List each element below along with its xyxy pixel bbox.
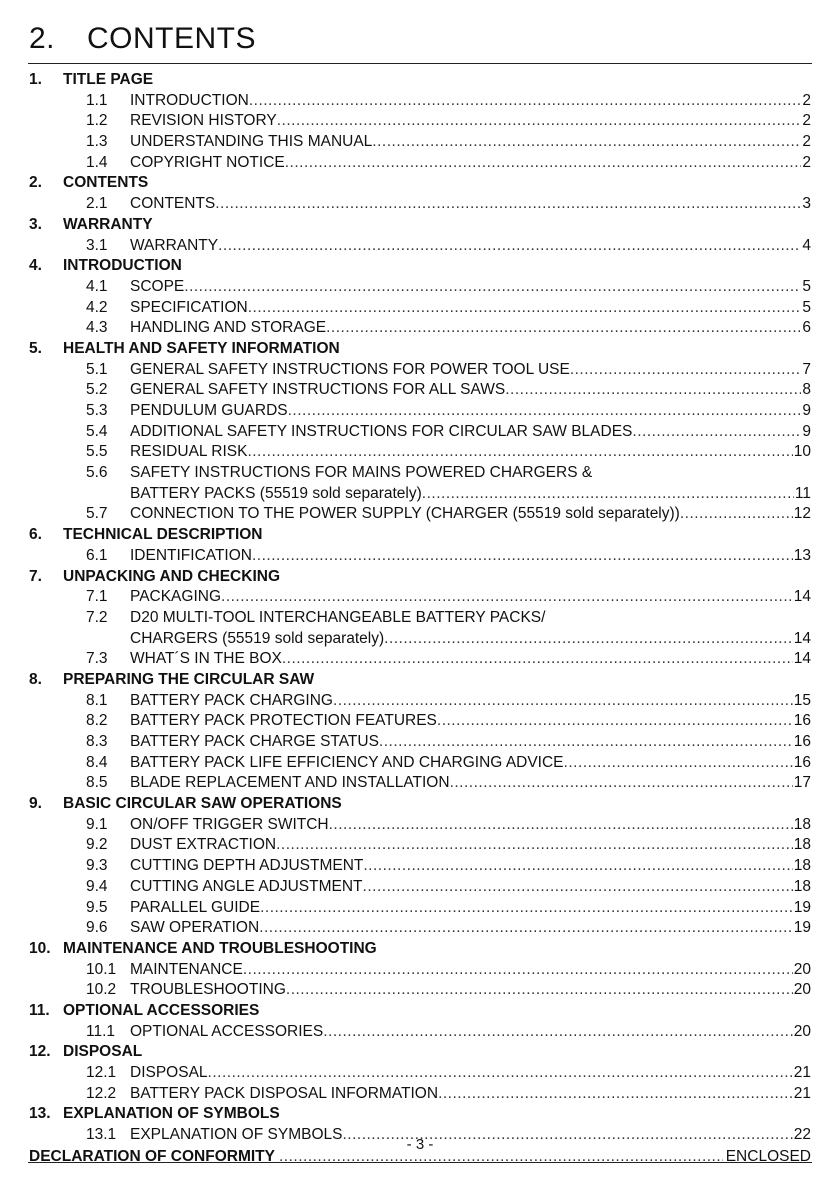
entry-row [130,691,811,712]
declaration-page: ENCLOSED [725,1147,811,1165]
entry-title: BATTERY PACKS (55519 sold separately) [130,484,422,502]
entry-page-number: 21 [793,1084,811,1102]
dot-leader [221,587,793,608]
entry-row [130,277,811,298]
entry-page-number: 5 [802,277,811,295]
entry-row [130,463,811,484]
entry-row [130,980,811,1001]
toc-entry[interactable] [0,442,840,463]
toc-section-heading[interactable] [0,173,840,194]
entry-page-number: 16 [793,753,811,771]
entry-number: 1.2 [86,112,108,130]
section-title: EXPLANATION OF SYMBOLS [63,1105,280,1123]
entry-row [130,960,811,981]
entry-page-number: 11 [794,484,811,502]
toc-section-heading[interactable] [0,670,840,691]
entry-title: GENERAL SAFETY INSTRUCTIONS FOR ALL SAWS [130,381,506,399]
dot-leader [545,608,810,629]
section-title: CONTENTS [63,174,149,192]
toc-entry[interactable] [0,649,840,670]
dot-leader [438,1084,793,1105]
entry-number: 1.1 [86,91,108,109]
entry-row [130,753,811,774]
page-title-text: CONTENTS [87,22,256,55]
entry-title: CHARGERS (55519 sold separately) [130,629,385,647]
section-title: TECHNICAL DESCRIPTION [63,526,263,544]
entry-row [130,608,811,629]
entry-title: HANDLING AND STORAGE [130,319,327,337]
entry-row [130,898,811,919]
toc-entry[interactable] [0,277,840,298]
page-title [29,22,256,56]
entry-title: GENERAL SAFETY INSTRUCTIONS FOR POWER TOOL USE [130,360,570,378]
section-title: DISPOSAL [63,1043,143,1061]
dot-leader [570,360,802,381]
entry-row [130,732,811,753]
toc-section-heading[interactable] [0,215,840,236]
entry-number: 9.1 [86,815,108,833]
dot-leader [288,401,802,422]
entry-row [130,91,811,112]
entry-row [130,298,811,319]
dot-leader [379,732,793,753]
entry-page-number: 9 [802,402,811,419]
entry-page-number: 7 [802,360,811,378]
toc-entry[interactable] [0,587,840,608]
toc-entry[interactable] [0,132,840,153]
toc-entry[interactable] [0,194,840,215]
toc-entry[interactable] [0,980,840,1001]
entry-page-number: 12 [793,505,811,523]
entry-number: 9.4 [86,877,108,895]
entry-number: 1.4 [86,153,108,171]
entry-page-number: 10 [793,443,811,461]
entry-number: 4.1 [86,277,108,295]
entry-number: 9.2 [86,836,108,854]
dot-leader [437,711,793,732]
entry-title: DISPOSAL [130,1064,208,1081]
entry-title: BATTERY PACK CHARGING [130,691,333,709]
dot-leader [184,277,801,298]
dot-leader [276,835,793,856]
entry-number: 4.2 [86,298,108,316]
entry-number: 12.1 [86,1064,117,1081]
toc-section-heading[interactable] [0,339,840,360]
toc-entry[interactable] [0,1022,840,1043]
dot-leader [592,463,810,484]
table-of-contents [0,70,840,1168]
entry-number: 10.1 [86,960,117,978]
entry-title: BATTERY PACK CHARGE STATUS [130,733,379,750]
entry-title: BATTERY PACK PROTECTION FEATURES [130,712,437,730]
entry-row [130,132,811,153]
entry-row [130,1022,811,1043]
entry-number: 5.2 [86,381,108,399]
dot-leader [208,1063,793,1084]
entry-number: 8.5 [86,774,108,792]
section-number: 1. [29,71,42,88]
dot-leader [450,773,793,794]
entry-page-number: 15 [793,691,811,709]
dot-leader [252,546,793,567]
dot-leader [363,877,793,898]
entry-row [130,236,811,257]
entry-number: 6.1 [86,546,108,564]
dot-leader [248,298,802,319]
entry-row [130,318,811,339]
page-title-number: 2. [29,22,56,55]
entry-page-number: 21 [793,1064,811,1081]
section-number: 12. [29,1043,51,1061]
entry-title: RESIDUAL RISK [130,443,248,461]
toc-entry[interactable] [0,856,840,877]
dot-leader [505,380,801,401]
dot-leader [326,318,801,339]
entry-title: TROUBLESHOOTING [130,981,286,999]
dot-leader [243,960,793,981]
entry-page-number: 2 [802,112,811,130]
entry-number: 8.1 [86,691,108,709]
toc-entry[interactable] [0,815,840,836]
entry-title: SAFETY INSTRUCTIONS FOR MAINS POWERED CHARGERS & [130,464,593,482]
toc-entry[interactable] [0,298,840,319]
entry-row [130,504,811,525]
entry-title: BATTERY PACK LIFE EFFICIENCY AND CHARGING ADVICE [130,753,564,771]
toc-entry[interactable] [0,380,840,401]
entry-row [130,587,811,608]
entry-page-number: 14 [793,629,811,647]
entry-row [130,380,811,401]
toc-entry[interactable] [0,711,840,732]
toc-entry[interactable] [0,153,840,174]
toc-entry[interactable] [0,753,840,774]
dot-leader [422,484,794,505]
toc-section-heading[interactable] [0,1104,840,1125]
entry-title: MAINTENANCE [130,960,243,978]
entry-row [130,111,811,132]
entry-page-number: 5 [802,298,811,316]
dot-leader [247,442,792,463]
entry-title: CUTTING DEPTH ADJUSTMENT [130,857,364,875]
entry-row [130,442,811,463]
entry-row [130,194,811,215]
section-number: 8. [29,670,42,688]
dot-leader [372,132,801,153]
entry-number: 1.3 [86,133,108,151]
section-number: 11. [29,1001,50,1019]
entry-row [130,711,811,732]
dot-leader [277,111,802,132]
toc-entry[interactable] [0,484,840,505]
toc-entry[interactable] [0,773,840,794]
entry-page-number: 2 [802,91,811,109]
entry-number: 9.5 [86,898,108,916]
entry-page-number: 4 [802,236,811,254]
dot-leader [285,153,802,174]
entry-row [130,1063,811,1084]
toc-entry[interactable] [0,1063,840,1084]
entry-row [130,835,811,856]
entry-number: 7.2 [86,608,108,626]
toc-entry[interactable] [0,877,840,898]
entry-page-number: 18 [793,815,811,833]
entry-page-number: 17 [793,774,811,792]
section-title: MAINTENANCE AND TROUBLESHOOTING [63,939,377,957]
entry-number: 3.1 [86,236,108,254]
entry-page-number: 2 [802,133,811,151]
toc-entry[interactable] [0,898,840,919]
entry-page-number: 16 [793,712,811,730]
entry-title: PARALLEL GUIDE [130,898,261,916]
toc-section-heading[interactable] [0,256,840,277]
dot-leader [282,649,793,670]
toc-entry[interactable] [0,463,840,484]
toc-section-heading[interactable] [0,567,840,588]
entry-title: CUTTING ANGLE ADJUSTMENT [130,877,363,895]
entry-title: D20 MULTI-TOOL INTERCHANGEABLE BATTERY PACKS/ [130,608,546,626]
entry-number: 7.3 [86,650,108,668]
dot-leader [632,422,801,443]
entry-number: 12.2 [86,1084,117,1102]
declaration-title: DECLARATION OF CONFORMITY [29,1147,275,1165]
toc-entry[interactable] [0,629,840,650]
dot-leader [564,753,793,774]
toc-entry[interactable] [0,91,840,112]
entry-title: CONNECTION TO THE POWER SUPPLY (CHARGER (55519 sold separately)) [130,505,680,523]
entry-page-number: 20 [793,960,811,978]
entry-title: WHAT´S IN THE BOX [130,650,282,668]
section-number: 5. [29,339,42,357]
entry-number: 8.3 [86,733,108,750]
dot-leader [333,691,793,712]
entry-row [130,401,811,422]
toc-entry[interactable] [0,318,840,339]
entry-row [130,1084,811,1105]
entry-title: BLADE REPLACEMENT AND INSTALLATION [130,774,450,792]
toc-entry[interactable] [0,401,840,422]
toc-entry[interactable] [0,422,840,443]
entry-page-number: 18 [793,857,811,875]
dot-leader [215,194,801,215]
toc-entry[interactable] [0,960,840,981]
entry-page-number: 13 [793,546,811,564]
title-rule [28,63,812,64]
entry-page-number: 18 [793,877,811,895]
entry-title: REVISION HISTORY [130,112,277,130]
section-number: 3. [29,215,42,233]
entry-page-number [810,608,811,629]
entry-row [130,360,811,381]
entry-row [130,773,811,794]
entry-page-number: 9 [802,422,811,440]
entry-page-number: 3 [802,195,811,213]
section-title: BASIC CIRCULAR SAW OPERATIONS [63,795,342,813]
entry-title: WARRANTY [130,236,219,254]
entry-page-number: 14 [793,650,811,668]
entry-page-number [810,463,811,484]
entry-number: 5.5 [86,443,108,461]
entry-row [130,877,811,898]
entry-page-number: 14 [793,588,811,606]
entry-row [130,856,811,877]
section-title: PREPARING THE CIRCULAR SAW [63,670,315,688]
entry-row [130,422,811,443]
dot-leader [680,504,793,525]
entry-number: 8.2 [86,712,108,730]
entry-row [130,918,811,939]
dot-leader [286,980,793,1001]
footer-rule [28,1162,812,1163]
entry-number: 5.7 [86,505,108,523]
entry-title: SPECIFICATION [130,298,248,316]
dot-leader [329,815,793,836]
entry-title: SCOPE [130,277,185,295]
entry-page-number: 6 [802,319,811,337]
entry-number: 11.1 [86,1022,116,1040]
entry-number: 4.3 [86,319,108,337]
entry-number: 7.1 [86,588,108,606]
entry-title: EXPLANATION OF SYMBOLS [130,1126,343,1144]
entry-title: CONTENTS [130,195,216,213]
dot-leader [260,898,793,919]
dot-leader [323,1022,793,1043]
toc-section-heading[interactable] [0,1001,840,1022]
entry-number: 9.3 [86,857,108,875]
entry-row [130,629,811,650]
entry-page-number: 18 [793,836,811,854]
entry-row [130,484,811,505]
entry-page-number: 2 [802,153,811,171]
section-number: 7. [29,567,42,585]
section-number: 6. [29,526,42,544]
entry-number: 5.3 [86,402,108,419]
dot-leader [384,629,793,650]
entry-page-number: 8 [802,381,811,399]
section-title: WARRANTY [63,215,153,233]
entry-number: 10.2 [86,981,117,999]
entry-number: 5.1 [86,360,108,378]
toc-entry[interactable] [0,546,840,567]
entry-title: DUST EXTRACTION [130,836,277,854]
entry-page-number: 19 [793,919,811,937]
toc-entry[interactable] [0,504,840,525]
entry-page-number: 20 [793,1022,811,1040]
section-title: OPTIONAL ACCESSORIES [63,1001,260,1019]
section-number: 4. [29,257,42,275]
entry-title: INTRODUCTION [130,91,249,109]
entry-number: 2.1 [86,195,108,213]
section-number: 13. [29,1105,51,1123]
toc-entry[interactable] [0,1084,840,1105]
toc-entry[interactable] [0,360,840,381]
toc-entry[interactable] [0,236,840,257]
entry-title: PACKAGING [130,588,222,606]
entry-page-number: 16 [793,733,811,750]
entry-title: PENDULUM GUARDS [130,402,288,419]
entry-title: COPYRIGHT NOTICE [130,153,285,171]
section-number: 2. [29,174,42,192]
entry-title: OPTIONAL ACCESSORIES [130,1022,324,1040]
entry-number: 5.6 [86,464,108,482]
section-number: 9. [29,795,42,813]
entry-title: UNDERSTANDING THIS MANUAL [130,133,373,151]
entry-page-number: 19 [793,898,811,916]
entry-title: SAW OPERATION [130,919,260,937]
toc-entry[interactable] [0,835,840,856]
entry-page-number: 22 [793,1126,811,1144]
entry-title: ON/OFF TRIGGER SWITCH [130,815,329,833]
page-number: - 3 - [406,1136,434,1153]
toc-section-heading[interactable] [0,70,840,91]
section-title: INTRODUCTION [63,257,182,275]
entry-number: 5.4 [86,422,108,440]
toc-entry[interactable] [0,732,840,753]
entry-title: ADDITIONAL SAFETY INSTRUCTIONS FOR CIRCULAR SAW BLADES [130,422,633,440]
entry-title: IDENTIFICATION [130,546,252,564]
toc-section-heading[interactable] [0,794,840,815]
toc-entry[interactable] [0,918,840,939]
entry-number: 13.1 [86,1126,117,1144]
entry-row [130,815,811,836]
dot-leader [259,918,793,939]
toc-section-heading[interactable] [0,939,840,960]
entry-title: BATTERY PACK DISPOSAL INFORMATION [130,1084,439,1102]
section-title: TITLE PAGE [63,71,154,88]
toc-section-heading[interactable] [0,525,840,546]
section-number: 10. [29,939,51,957]
toc-entry[interactable] [0,111,840,132]
entry-row [130,649,811,670]
section-title: HEALTH AND SAFETY INFORMATION [63,339,340,357]
dot-leader [249,91,802,112]
entry-row [130,546,811,567]
section-title: UNPACKING AND CHECKING [63,567,280,585]
toc-entry[interactable] [0,691,840,712]
entry-number: 9.6 [86,919,108,937]
toc-entry[interactable] [0,608,840,629]
entry-number: 8.4 [86,753,108,771]
entry-page-number: 20 [793,981,811,999]
dot-leader [218,236,801,257]
toc-section-heading[interactable] [0,1042,840,1063]
dot-leader [363,856,792,877]
entry-row [130,153,811,174]
